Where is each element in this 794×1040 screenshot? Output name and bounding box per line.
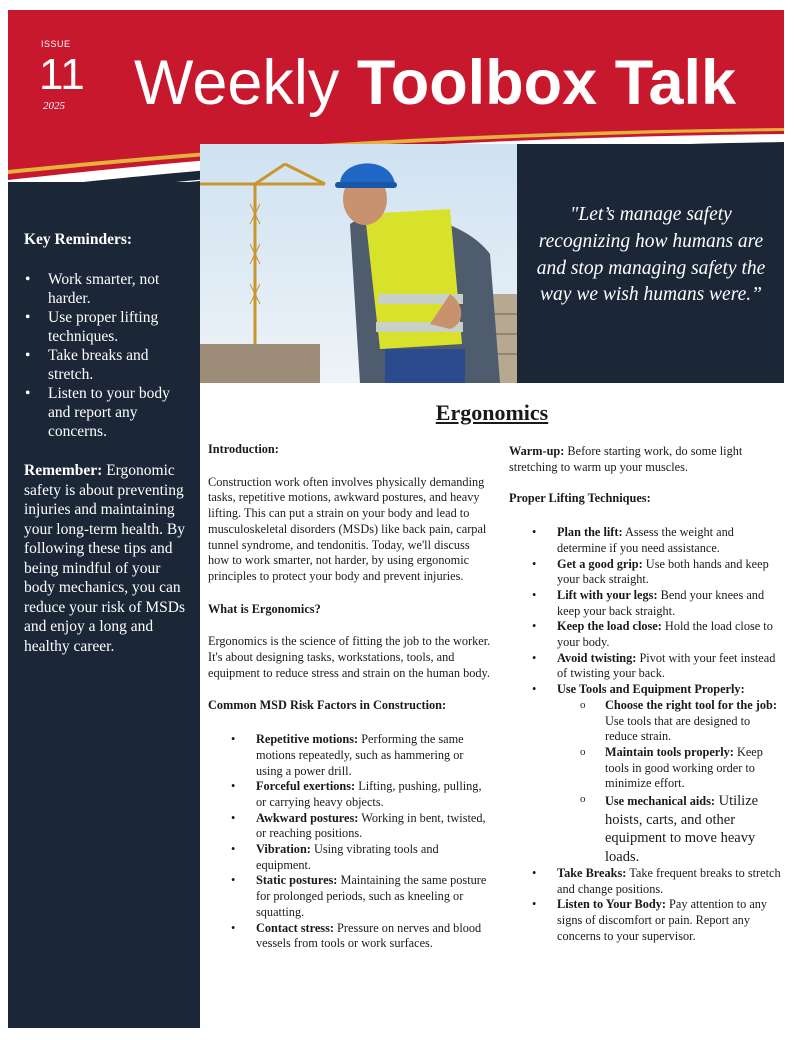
list-item — [509, 588, 783, 619]
list-item — [509, 651, 783, 682]
risk-label: Contact stress: — [256, 920, 334, 935]
quote-text: "Let’s manage safety recognizing how humans are and stop managing safety the way we wish humans were.” — [536, 204, 766, 306]
sublist-item — [557, 698, 783, 745]
lifting-label: Plan the lift: — [557, 525, 623, 540]
sublist-item — [557, 745, 783, 792]
list-item — [208, 921, 492, 952]
risk-label: Repetitive motions: — [256, 732, 359, 747]
lifting-text: Bend your knees and keep your back straight. — [557, 587, 765, 618]
lifting-label: Keep the load close: — [557, 619, 662, 634]
tool-label: Maintain tools properly: — [605, 744, 734, 759]
reminder-item: • Take breaks and stretch. — [24, 346, 194, 384]
list-item — [208, 732, 492, 779]
quote-box — [517, 144, 784, 383]
issue-number: 11 — [39, 50, 85, 99]
tools-label: Use Tools and Equipment Properly: — [557, 682, 745, 697]
lifting-label: Avoid twisting: — [557, 650, 637, 665]
list-item — [208, 873, 492, 920]
tool-text: Use tools that are designed to reduce strain. — [605, 713, 751, 744]
risk-label: Vibration: — [256, 842, 311, 857]
list-item — [509, 525, 783, 556]
risk-text: Maintaining the same posture for prolonged periods, such as kneeling or squatting. — [256, 873, 487, 919]
article-heading: Ergonomics — [435, 400, 549, 425]
list-item — [509, 897, 783, 944]
lifting-label: Lift with your legs: — [557, 587, 658, 602]
sublist-item — [557, 792, 783, 866]
warmup-paragraph — [509, 444, 783, 475]
tool-text: Keep tools in good working order to minimize effort. — [605, 744, 763, 791]
tool-label: Use mechanical aids: — [605, 794, 715, 809]
risk-heading: Common MSD Risk Factors in Construction: — [208, 698, 447, 713]
sidebar-heading: Key Reminders: — [24, 231, 133, 248]
title-bold: Toolbox Talk — [356, 48, 737, 118]
tool-label: Choose the right tool for the job: — [605, 697, 777, 712]
intro-heading: Introduction: — [208, 442, 279, 456]
lifting-heading: Proper Lifting Techniques: — [509, 491, 651, 506]
list-item — [509, 866, 783, 897]
column-right — [509, 444, 783, 945]
final-text: Pay attention to any signs of discomfort or pain. Report any concerns to your supervisor. — [557, 897, 768, 943]
issue-label: ISSUE — [41, 39, 71, 49]
remember-note — [24, 461, 190, 656]
risk-list — [208, 732, 492, 952]
final-label: Listen to Your Body: — [557, 897, 666, 912]
risk-label: Static postures: — [256, 873, 338, 888]
risk-label: Forceful exertions: — [256, 779, 356, 794]
final-text: Take frequent breaks to stretch and change positions. — [557, 866, 781, 896]
intro-text: Construction work often involves physically demanding tasks, repetitive motions, awkward postures, and heavy lifting. This can put a strain on your body and lead to musculoskeletal disorders (MSDs) like back pain, carpal tunnel syndrome, and tendonitis. Today, we'll discuss how to work smarter, not harder, by using ergonomic principles to protect your body and prevent injuries. — [208, 474, 487, 583]
title-regular: Weekly — [134, 48, 357, 118]
risk-label: Awkward postures: — [256, 810, 359, 825]
risk-text: Lifting, pushing, pulling, or carrying heavy objects. — [256, 779, 482, 809]
column-left — [208, 442, 492, 952]
construction-worker-photo — [200, 144, 517, 383]
reminders-list — [24, 270, 194, 441]
lifting-text: Hold the load close to your body. — [557, 619, 773, 650]
page-title — [134, 48, 736, 118]
reminder-item: • Listen to your body and report any concerns. — [24, 384, 194, 441]
list-item — [509, 557, 783, 588]
reminder-item: • Work smarter, not harder. — [24, 270, 194, 308]
risk-text: Performing the same motions repeatedly, such as hammering or using a power drill. — [256, 732, 464, 778]
warmup-label: Warm-up: — [509, 444, 565, 458]
final-label: Take Breaks: — [557, 866, 627, 881]
warmup-text: Before starting work, do some light stretching to warm up your muscles. — [509, 444, 743, 474]
remember-label: Remember: — [24, 462, 103, 479]
what-heading: What is Ergonomics? — [208, 601, 321, 616]
lifting-list — [509, 525, 783, 944]
tool-text: Utilize hoists, carts, and other equipment to move heavy loads. — [605, 793, 759, 865]
risk-text: Using vibrating tools and equipment. — [256, 842, 439, 872]
lifting-text: Pivot with your feet instead of twisting your back. — [557, 650, 776, 681]
what-text: Ergonomics is the science of fitting the job to the worker. It's about designing tasks, workstations, tools, and equipment to reduce stress and strain on the human body. — [208, 634, 491, 680]
sidebar — [8, 182, 200, 1028]
tools-sublist — [557, 698, 783, 866]
lifting-label: Get a good grip: — [557, 556, 643, 571]
construction-worker-back-pain-icon — [200, 144, 517, 383]
lifting-text: Assess the weight and determine if you need assistance. — [557, 525, 734, 555]
list-item — [208, 811, 492, 842]
list-item — [509, 682, 783, 866]
list-item — [208, 779, 492, 810]
remember-text: Ergonomic safety is about preventing injuries and maintaining your long-term health. By following these tips and being mindful of your body mechanics, you can reduce your risk of MSDs and enjoy a long and healthy career. — [24, 462, 186, 655]
risk-text: Working in bent, twisted, or reaching positions. — [256, 810, 486, 841]
issue-year: 2025 — [43, 100, 65, 112]
risk-text: Pressure on nerves and blood vessels from tools or work surfaces. — [256, 920, 482, 951]
reminder-item: • Use proper lifting techniques. — [24, 308, 194, 346]
lifting-text: Use both hands and keep your back straight. — [557, 556, 769, 587]
list-item — [208, 842, 492, 873]
list-item — [509, 619, 783, 650]
